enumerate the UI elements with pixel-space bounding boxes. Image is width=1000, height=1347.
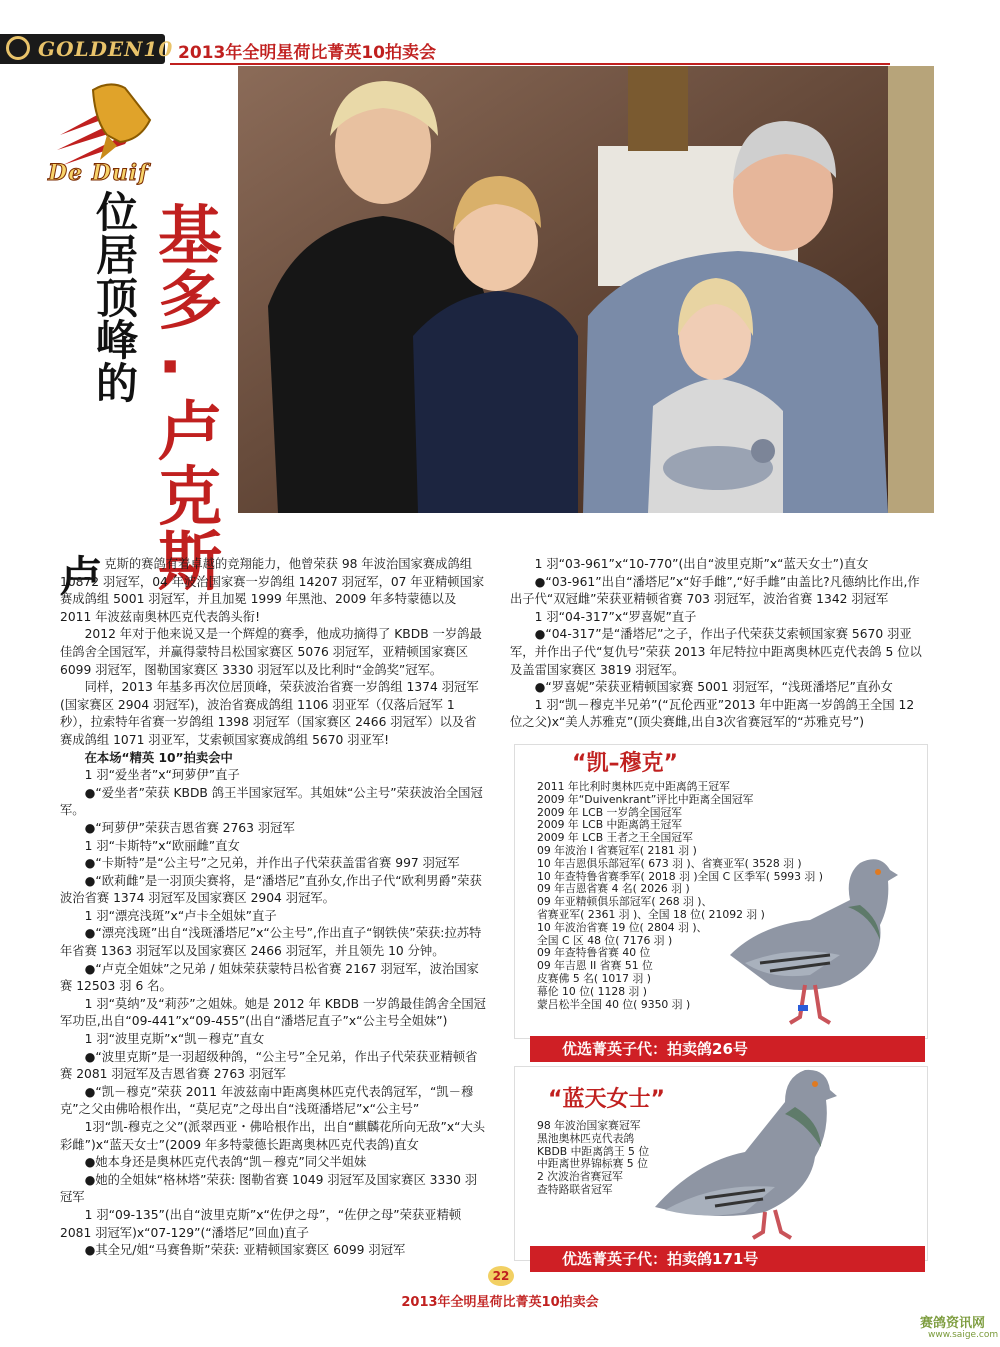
header-title: 2013年全明星荷比菁英10拍卖会: [178, 43, 436, 63]
section-heading: 在本场“精英 10”拍卖会中: [84, 750, 233, 765]
auction-offer-banner: 优选菁英子代：拍卖鸽171号: [530, 1246, 925, 1272]
article-subtitle: 位居顶峰的: [96, 188, 139, 409]
family-photo: [238, 66, 934, 513]
achievement-item: 黑池奥林匹克代表鸽: [537, 1131, 635, 1145]
achievement-item: 全国 C 区 48 位( 7176 羽 ): [537, 933, 673, 947]
achievement-item: 09 年波治 I 省赛冠军( 2181 羽 ): [537, 843, 697, 857]
achievement-item: 10 年波治省赛 19 位( 2804 羽 )、: [537, 920, 708, 934]
auction-offer-banner: 优选菁英子代：拍卖鸽26号: [530, 1036, 925, 1062]
logo-ring-icon: [6, 36, 30, 60]
page-number: 22: [488, 1266, 514, 1286]
achievement-item: 2011 年比利时奥林匹克中距离鸽王冠军: [537, 780, 730, 793]
achievement-item: 蒙吕松半全国 40 位( 9350 羽 ): [537, 997, 691, 1011]
achievement-item: KBDB 中距离鸽王 5 位: [537, 1144, 650, 1158]
watermark: 赛鸽资讯网: [920, 1316, 986, 1331]
pigeon-name: “凯–穆克”: [572, 751, 678, 776]
lot-entry: 1 羽“04-317”x“罗喜妮”直子: [534, 609, 697, 624]
achievement-item: 幕伦 10 位( 1128 羽 ): [537, 984, 647, 998]
achievement-item: 2 次波治省赛冠军: [537, 1170, 623, 1184]
achievement-item: 查特路联省冠军: [537, 1182, 613, 1196]
achievement-item: 09 年查特鲁省赛 40 位: [537, 946, 651, 960]
lot-entry: 1 羽“凯－穆克半兄弟”(“瓦伦西亚”2013 年中距离一岁鸽鸽王全国 12 位之父)x“美人苏雅克”(顶尖赛雌,出自3次省赛冠军的“苏雅克号”): [510, 697, 915, 730]
lot-entry: 1 羽“爱坐者”x“珂萝伊”直子: [84, 768, 240, 783]
achievement-item: 98 年波治国家赛冠军: [537, 1119, 641, 1132]
lot-detail: ●“漂亮浅斑”出自“浅斑潘塔尼”x“公主号”,作出直子“钢铁侠”荣获:拉苏特年省赛 1363 羽冠军以及国家赛区 2466 羽冠军，并且领先 10 分钟。: [60, 926, 482, 959]
article-paragraph: 同样，2013 年基多再次位居顶峰，荣获波治省赛一岁鸽组 1374 羽冠军(国家赛区 2904 羽冠军)，波治省赛成鸽组 1106 羽亚军（仅落后冠军 1 秒），拉索特年省赛一岁鸽组 1398 羽冠军（国家赛区 2466 羽冠军）以及省赛成鸽组 1071 羽亚军，艾索顿国家赛成鸽组 5670 羽亚军!: [60, 680, 479, 747]
lot-entry: 1 羽“09-135”(出自“波里克斯”x“佐伊之母”，“佐伊之母”荣获亚精顿 2081 羽冠军)x“07-129”(“潘塔尼”回血)直子: [60, 1207, 462, 1240]
achievement-item: 2009 年“Duivenkrant”评比中距离全国冠军: [537, 792, 754, 806]
lot-detail: ●“04-317”是“潘塔尼”之子，作出子代荣获艾索顿国家赛 5670 羽亚军，并作出子代“复仇号”荣获 2013 年尼特拉中距离奥林匹克代表鸽 5 位以及盖雷国家赛区 3819 羽冠军。: [510, 627, 922, 677]
lot-entry: 1 羽“漂亮浅斑”x“卢卡全姐妹”直子: [84, 908, 277, 923]
pigeon-kai-muke-image: [720, 845, 920, 1030]
lot-detail: ●她的全姐妹“格林塔”荣获: 图勒省赛 1049 羽冠军及国家赛区 3330 羽冠军: [60, 1172, 478, 1205]
achievement-item: 10 年查特鲁省赛季军( 2018 羽 )全国 C 区季军( 5993 羽 ): [537, 869, 823, 883]
lot-detail: ●“凯－穆克”荣获 2011 年波兹南中距离奥林匹克代表鸽冠军，“凯－穆克”之父由佛哈根作出，“莫尼克”之母出自“浅斑潘塔尼”x“公主号”: [60, 1084, 474, 1117]
lot-detail: ●“卢克全姐妹”之兄弟 / 姐妹荣获蒙特吕松省赛 2167 羽冠军，波治国家赛 12503 羽 6 名。: [60, 961, 479, 994]
pigeon-achievements: [537, 1120, 649, 1197]
article-column-left: [60, 552, 487, 1260]
lot-detail: ●“珂萝伊”荣获吉恩省赛 2763 羽冠军: [84, 820, 295, 835]
achievement-item: 2009 年 LCB 王者之王全国冠军: [537, 831, 693, 845]
achievement-item: 省赛亚军( 2361 羽 )、全国 18 位( 21092 羽 ): [537, 907, 765, 921]
lot-entry: 1 羽“莫纳”及“莉莎”之姐妹。她是 2012 年 KBDB 一岁鸽最佳鸽舍全国冠军功臣,出自“09-441”x“09-455”(出自“潘塔尼直子”x“公主号全姐妹”): [60, 996, 486, 1029]
de-duif-label: De Duif: [48, 160, 149, 186]
lot-detail: ●“罗喜妮”荣获亚精顿国家赛 5001 羽冠军，“浅斑潘塔尼”直孙女: [534, 680, 893, 695]
lot-entry: 1 羽“卡斯特”x“欧丽雌”直女: [84, 838, 240, 853]
achievement-item: 09 年亚精顿俱乐部冠军( 268 羽 )、: [537, 895, 713, 909]
article-paragraph: 2012 年对于他来说又是一个辉煌的赛季，他成功摘得了 KBDB 一岁鸽最佳鸽舍全国冠军，并赢得蒙特吕松国家赛区 5076 羽冠军，亚精顿国家赛区 6099 羽冠军，图勒国家赛区 3330 羽冠军以及比利时“金鸽奖”冠军。: [60, 627, 482, 677]
lot-entry: 1 羽“03-961”x“10-770”(出自“波里克斯”x“蓝天女士”)直女: [534, 557, 869, 571]
article-paragraph: 克斯的赛鸽有着卓越的竞翔能力，他曾荣获 98 年波治国家赛成鸽组 10872 羽冠军，04 年波治国家赛一岁鸽组 14207 羽冠军，07 年亚精顿国家赛成鸽组 5001 羽冠军，并且加冕 1999 年黑池、2009 年多特蒙德以及 2011 年波兹南奥林匹克代表鸽头衔!: [60, 557, 485, 624]
lot-detail: ●“爱坐者”荣获 KBDB 鸽王半国家冠军。其姐妹“公主号”荣获波治全国冠军。: [60, 785, 483, 818]
achievement-item: 09 年吉恩 II 省赛 51 位: [537, 959, 653, 973]
pigeon-name: “蓝天女士”: [548, 1087, 665, 1112]
article-title: 基多·卢克斯: [158, 200, 222, 601]
achievement-item: 2009 年 LCB 一岁鸽全国冠军: [537, 805, 683, 819]
lot-detail: ●“03-961”出自“潘塔尼”x“好手雌”,“好手雌”由盖比?凡德纳比作出,作出子代“双冠雌”荣获亚精顿省赛 703 羽冠军，波治省赛 1342 羽冠军: [510, 574, 920, 607]
lot-entry: 1 羽“波里克斯”x“凯－穆克”直女: [84, 1032, 265, 1047]
dropcap: 卢: [60, 552, 103, 601]
article-column-right: [510, 556, 925, 732]
lot-detail: ●她本身还是奥林匹克代表鸽“凯－穆克”同父半姐妹: [84, 1155, 367, 1170]
achievement-item: 09 年吉恩省赛 4 名( 2026 羽 ): [537, 882, 690, 896]
lot-entry: 1羽“凯-穆克之父”(派翠西亚・佛哈根作出，出自“麒麟花所向无敌”x“大头彩雌”)x“蓝天女士”(2009 年多特蒙德长距离奥林匹克代表鸽)直女: [60, 1120, 486, 1152]
lot-detail: ●“波里克斯”是一羽超级种鸽，“公主号”全兄弟，作出子代荣获亚精顿省赛 2081 羽冠军及吉恩省赛 2763 羽冠军: [60, 1049, 478, 1082]
watermark-url: www.saige.com: [928, 1330, 999, 1340]
lot-detail: ●“欧莉雌”是一羽顶尖赛将，是“潘塔尼”直孙女,作出子代“欧利男爵”荣获波治省赛 1374 羽冠军及国家赛区 2904 羽冠军。: [60, 873, 482, 906]
header-divider: [170, 63, 890, 65]
lot-detail: ●其全兄/姐“马赛鲁斯”荣获: 亚精顿国家赛区 6099 羽冠军: [84, 1243, 406, 1258]
achievement-item: 10 年吉恩俱乐部冠军( 673 羽 )、省赛亚军( 3528 羽 ): [537, 856, 802, 870]
achievement-item: 中距离世界锦标赛 5 位: [537, 1157, 648, 1171]
pigeon-blue-lady-image: [645, 1062, 845, 1242]
lot-detail: ●“卡斯特”是“公主号”之兄弟，并作出子代荣获盖雷省赛 997 羽冠军: [84, 856, 460, 871]
achievement-item: 2009 年 LCB 中距离鸽王冠军: [537, 818, 683, 832]
achievement-item: 皮赛佛 5 名( 1017 羽 ): [537, 971, 651, 985]
footer-title: 2013年全明星荷比菁英10拍卖会: [401, 1295, 599, 1310]
brand-logo: GOLDEN10: [0, 34, 165, 64]
